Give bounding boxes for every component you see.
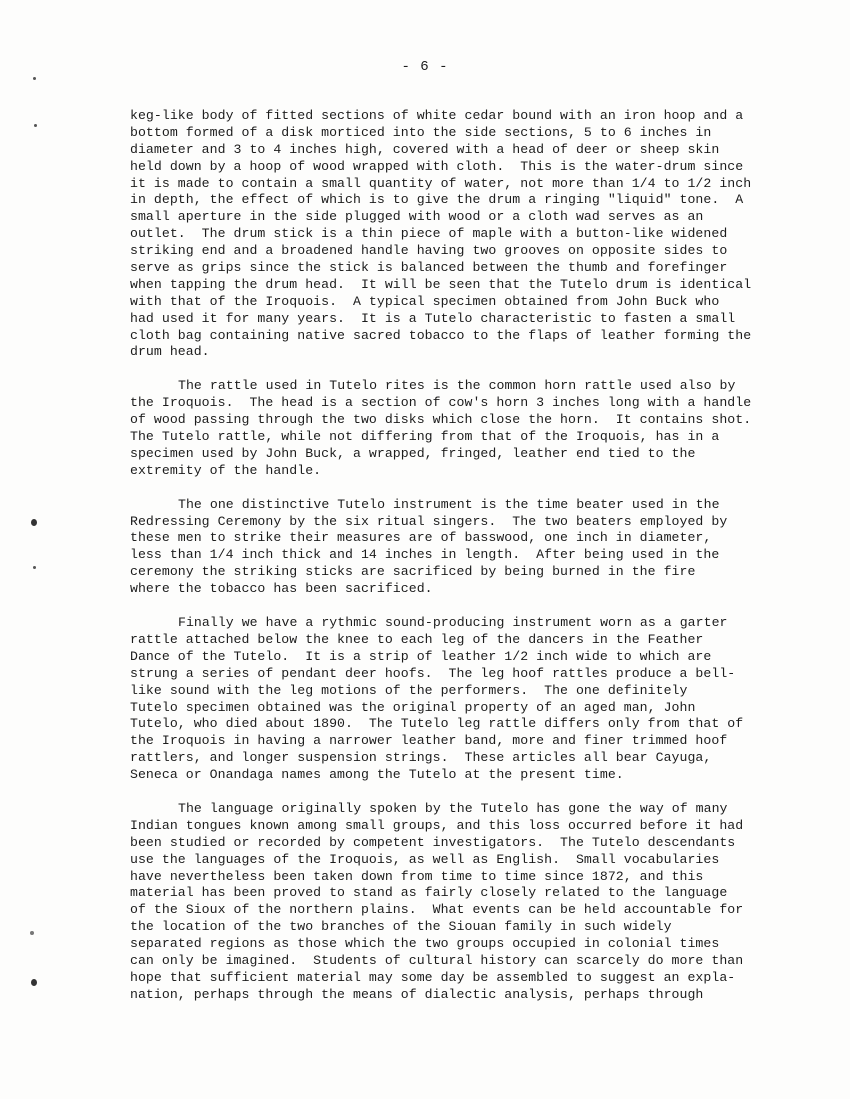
text-line: nation, perhaps through the means of dialectic analysis, perhaps through <box>130 986 704 1002</box>
text-line: with that of the Iroquois. A typical specimen obtained from John Buck who <box>130 293 720 309</box>
text-line: specimen used by John Buck, a wrapped, fringed, leather end tied to the <box>130 445 696 461</box>
text-line: Tutelo, who died about 1890. The Tutelo leg rattle differs only from that of <box>130 716 744 732</box>
text-line: Finally we have a rythmic sound-producing instrument worn as a garter <box>178 615 728 631</box>
text-line: material has been proved to stand as fairly closely related to the language <box>130 885 728 901</box>
text-line: rattle attached below the knee to each leg of the dancers in the Feather <box>130 631 704 647</box>
text-line: The language originally spoken by the Tutelo has gone the way of many <box>178 800 728 816</box>
text-line: of the Sioux of the northern plains. What events can be held accountable for <box>130 902 744 918</box>
paragraph <box>130 108 780 361</box>
text-line: hope that sufficient material may some day be assembled to suggest an expla- <box>130 969 736 985</box>
text-line: strung a series of pendant deer hoofs. The leg hoof rattles produce a bell- <box>130 665 736 681</box>
text-line: when tapping the drum head. It will be seen that the Tutelo drum is identical <box>130 276 752 292</box>
text-line: had used it for many years. It is a Tutelo characteristic to fasten a small <box>130 310 736 326</box>
text-line: use the languages of the Iroquois, as well as English. Small vocabularies <box>130 851 720 867</box>
text-line: diameter and 3 to 4 inches high, covered with a head of deer or sheep skin <box>130 141 720 157</box>
text-line: the Iroquois. The head is a section of cow's horn 3 inches long with a handle <box>130 395 752 411</box>
text-line: separated regions as those which the two groups occupied in colonial times <box>130 936 720 952</box>
text-line: extremity of the handle. <box>130 462 322 478</box>
margin-speck <box>33 566 36 569</box>
paragraph <box>130 378 780 479</box>
text-line: The rattle used in Tutelo rites is the common horn rattle used also by <box>178 378 736 394</box>
body-text <box>130 108 780 1004</box>
page-number: - 6 - <box>401 59 449 75</box>
paragraph-gap <box>130 598 780 615</box>
margin-speck <box>34 124 37 127</box>
text-line: cloth bag containing native sacred tobacco to the flaps of leather forming the <box>130 327 752 343</box>
text-line: bottom formed of a disk morticed into the side sections, 5 to 6 inches in <box>130 124 712 140</box>
text-line: striking end and a broadened handle having two grooves on opposite sides to <box>130 243 728 259</box>
text-line: it is made to contain a small quantity of water, not more than 1/4 to 1/2 inch <box>130 175 752 191</box>
text-line: the Iroquois in having a narrower leather band, more and finer trimmed hoof <box>130 733 728 749</box>
text-line: The one distinctive Tutelo instrument is the time beater used in the <box>178 496 720 512</box>
text-line: The Tutelo rattle, while not differing from that of the Iroquois, has in a <box>130 429 720 445</box>
text-line: like sound with the leg motions of the performers. The one definitely <box>130 682 688 698</box>
binder-hole-mark <box>31 519 37 526</box>
text-line: have nevertheless been taken down from time to time since 1872, and this <box>130 868 704 884</box>
text-line: of wood passing through the two disks which close the horn. It contains shot. <box>130 412 752 428</box>
paragraph <box>130 497 780 598</box>
text-line: drum head. <box>130 344 210 360</box>
text-line: outlet. The drum stick is a thin piece of maple with a button-like widened <box>130 226 728 242</box>
text-line: been studied or recorded by competent investigators. The Tutelo descendants <box>130 834 736 850</box>
text-line: small aperture in the side plugged with wood or a cloth wad serves as an <box>130 209 704 225</box>
text-line: Indian tongues known among small groups, and this loss occurred before it had <box>130 817 744 833</box>
text-line: ceremony the striking sticks are sacrificed by being burned in the fire <box>130 564 696 580</box>
text-line: Seneca or Onandaga names among the Tutelo at the present time. <box>130 767 624 783</box>
paragraph <box>130 801 780 1004</box>
paragraph-gap <box>130 361 780 378</box>
text-line: can only be imagined. Students of cultural history can scarcely do more than <box>130 952 744 968</box>
margin-speck <box>30 931 34 935</box>
text-line: in depth, the effect of which is to give the drum a ringing "liquid" tone. A <box>130 192 744 208</box>
text-line: serve as grips since the stick is balanced between the thumb and forefinger <box>130 260 728 276</box>
paragraph <box>130 615 780 784</box>
text-line: rattlers, and longer suspension strings. These articles all bear Cayuga, <box>130 750 712 766</box>
paragraph-gap <box>130 480 780 497</box>
text-line: Redressing Ceremony by the six ritual singers. The two beaters employed by <box>130 513 728 529</box>
text-line: Tutelo specimen obtained was the original property of an aged man, John <box>130 699 696 715</box>
text-line: the location of the two branches of the Siouan family in such widely <box>130 919 672 935</box>
binder-hole-mark <box>31 979 37 986</box>
text-line: less than 1/4 inch thick and 14 inches in length. After being used in the <box>130 547 720 563</box>
text-line: these men to strike their measures are of basswood, one inch in diameter, <box>130 530 712 546</box>
text-line: held down by a hoop of wood wrapped with cloth. This is the water-drum since <box>130 158 744 174</box>
paragraph-gap <box>130 784 780 801</box>
text-line: where the tobacco has been sacrificed. <box>130 581 433 597</box>
text-line: keg-like body of fitted sections of white cedar bound with an iron hoop and a <box>130 108 744 123</box>
margin-speck <box>33 77 36 80</box>
text-line: Dance of the Tutelo. It is a strip of leather 1/2 inch wide to which are <box>130 648 712 664</box>
